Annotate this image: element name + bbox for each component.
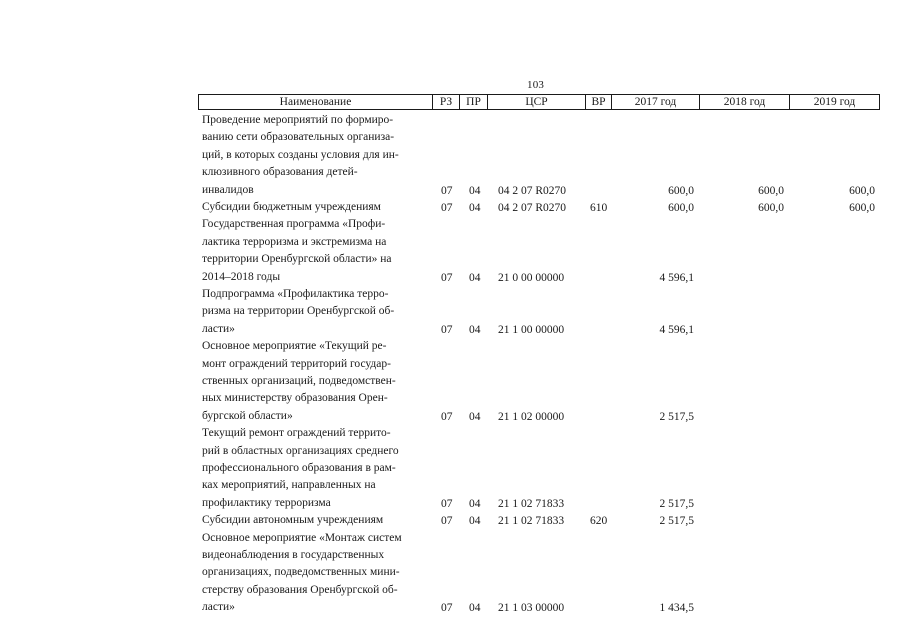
row-name-line: Государственная программа «Профи- (202, 218, 386, 231)
row-2018: 600,0 (758, 202, 784, 214)
row-csr: 21 1 03 00000 (498, 602, 565, 615)
page-number: 103 (527, 79, 545, 91)
row-name-line: Субсидии автономным учреждениям (202, 514, 384, 527)
header-csr: ЦСР (488, 95, 586, 109)
row-name-line: ванию сети образовательных организа- (202, 131, 395, 144)
row-vr: 610 (590, 202, 608, 214)
row-rz: 07 (441, 271, 453, 284)
row-2019: 600,0 (849, 184, 875, 197)
row-name-line: ных министерству образования Орен- (202, 392, 388, 405)
row-2018: 600,0 (758, 184, 784, 197)
row-name-line: 2014–2018 годы (202, 270, 281, 283)
header-2019: 2019 год (813, 96, 856, 108)
row-name-line: ках мероприятий, направленных на (202, 479, 376, 492)
row-name-line: Основное мероприятие «Текущий ре- (202, 340, 387, 353)
row-2017: 600,0 (668, 202, 694, 214)
row-2017: 2 517,5 (659, 515, 694, 528)
header-rz: РЗ (433, 95, 460, 109)
row-name-line: ственных организаций, подведомствен- (202, 375, 396, 387)
row-name-line: ризма на территории Оренбургской об- (202, 305, 395, 318)
row-name-line: ций, в которых созданы условия для ин- (202, 148, 399, 161)
row-vr: 620 (590, 515, 608, 528)
row-name-line: Текущий ремонт ограждений террито- (202, 427, 391, 440)
row-2017: 1 434,5 (659, 602, 694, 615)
row-2019: 600,0 (849, 202, 875, 214)
row-pr: 04 (469, 602, 481, 615)
header-2017: 2017 год (612, 95, 700, 109)
row-csr: 04 2 07 R0270 (498, 202, 567, 214)
row-rz: 07 (441, 497, 453, 510)
row-rz: 07 (441, 410, 453, 423)
row-rz: 07 (441, 323, 453, 336)
row-name-line: инвалидов (202, 183, 254, 196)
row-2017: 2 517,5 (659, 497, 694, 510)
row-csr: 21 1 02 71833 (498, 497, 565, 510)
row-pr: 04 (469, 184, 481, 197)
row-pr: 04 (469, 202, 481, 214)
row-name-line: рий в областных организациях среднего (202, 444, 399, 457)
row-pr: 04 (469, 323, 481, 336)
row-csr: 21 1 02 00000 (498, 410, 565, 423)
row-name-line: стерству образования Оренбургской об- (202, 583, 398, 596)
header-vr: ВР (586, 95, 612, 109)
row-name-line: Проведение мероприятий по формиро- (202, 114, 394, 126)
row-csr: 21 1 00 00000 (498, 323, 565, 336)
row-pr: 04 (469, 271, 481, 284)
row-rz: 07 (441, 515, 453, 528)
row-pr: 04 (469, 497, 481, 510)
table-header (198, 94, 880, 110)
row-pr: 04 (469, 410, 481, 423)
row-rz: 07 (441, 202, 453, 214)
row-name-line: лактика терроризма и экстремизма на (202, 235, 387, 248)
row-csr: 04 2 07 R0270 (498, 184, 567, 197)
header-2018: 2018 год (700, 95, 790, 109)
row-name-line: видеонаблюдения в государственных (202, 549, 385, 561)
row-name-line: клюзивного образования детей- (202, 166, 358, 179)
row-2017: 600,0 (668, 184, 694, 197)
row-name-line: профилактику терроризма (202, 496, 331, 509)
row-name-line: профессионального образования в рам- (202, 462, 396, 474)
row-name-line: Субсидии бюджетным учреждениям (202, 201, 381, 213)
row-csr: 21 0 00 00000 (498, 271, 565, 284)
row-rz: 07 (441, 184, 453, 197)
row-csr: 21 1 02 71833 (498, 515, 565, 528)
row-name-line: ласти» (202, 322, 235, 335)
row-2017: 4 596,1 (659, 271, 694, 284)
row-name-line: территории Оренбургской области» на (202, 253, 392, 266)
row-name-line: Подпрограмма «Профилактика терро- (202, 288, 389, 300)
row-name-line: бургской области» (202, 409, 293, 422)
header-pr: ПР (460, 95, 488, 109)
row-2017: 4 596,1 (659, 323, 694, 336)
row-name-line: ласти» (202, 601, 235, 614)
row-rz: 07 (441, 602, 453, 615)
row-name-line: организациях, подведомственных мини- (202, 566, 400, 579)
row-name-line: Основное мероприятие «Монтаж систем (202, 531, 402, 544)
row-2017: 2 517,5 (659, 410, 694, 423)
header-name: Наименование (199, 95, 433, 109)
row-name-line: монт ограждений территорий государ- (202, 357, 391, 370)
row-pr: 04 (469, 515, 481, 528)
